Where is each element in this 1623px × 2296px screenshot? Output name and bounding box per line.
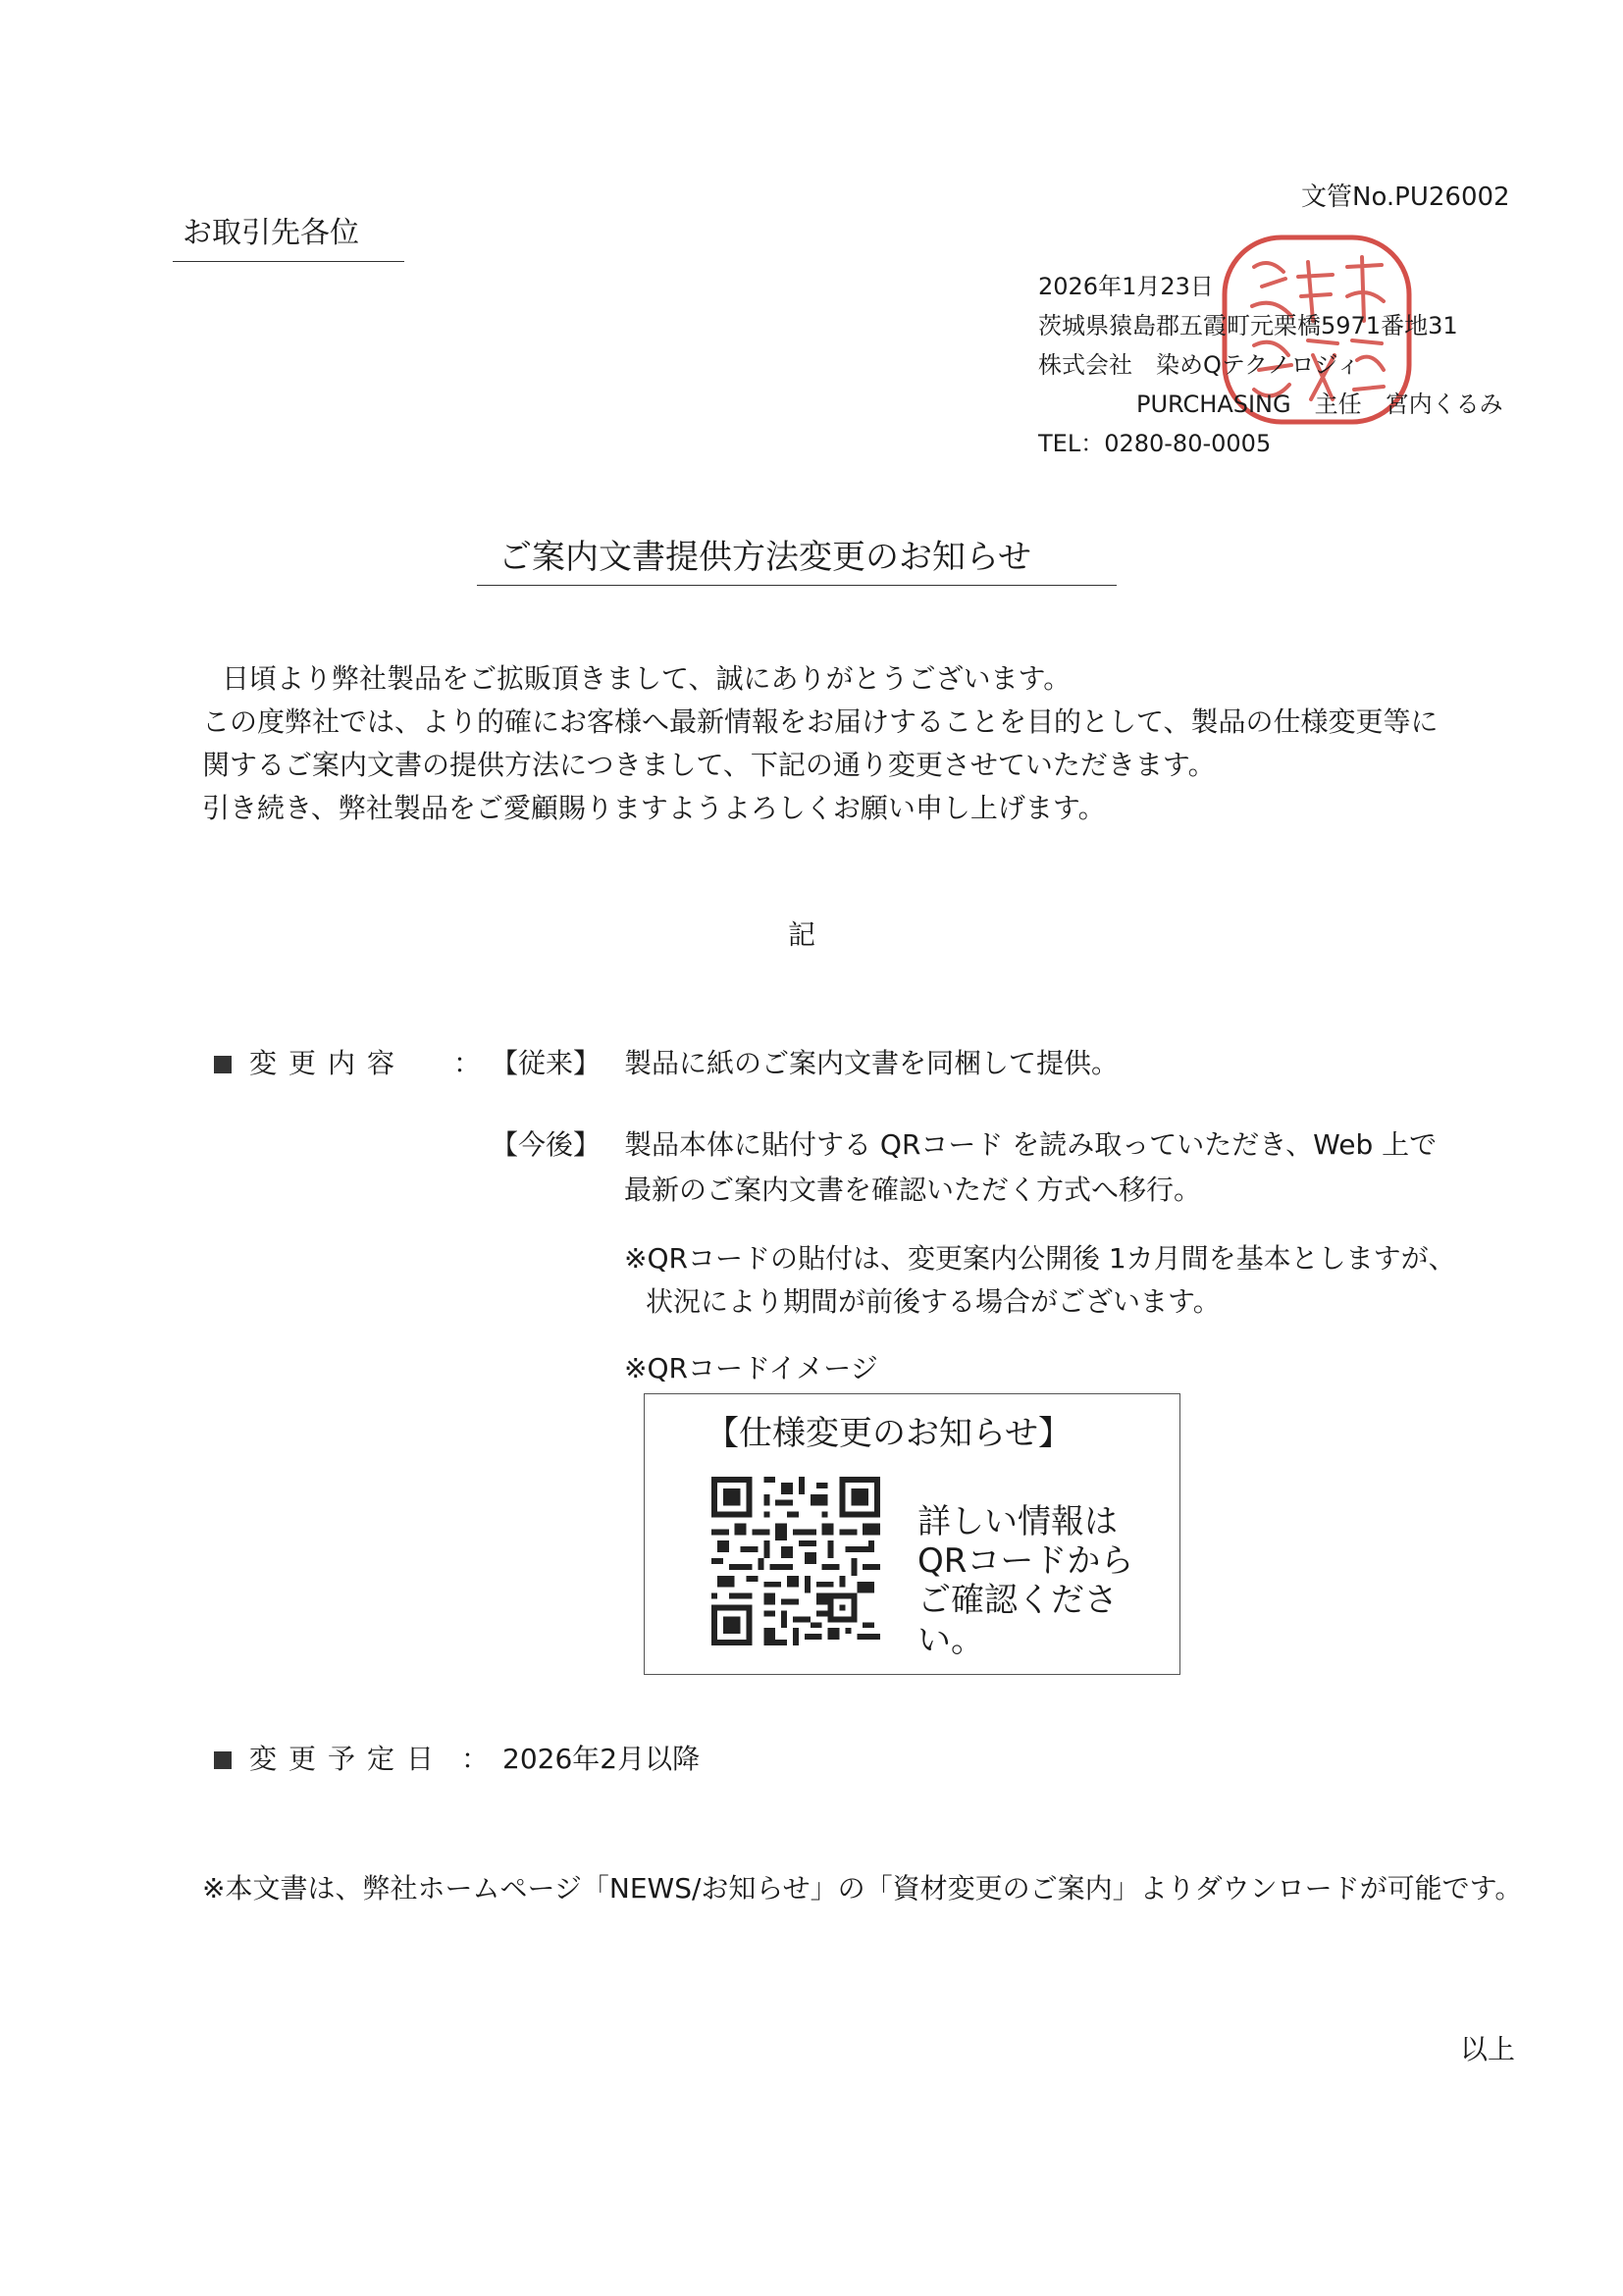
sender-address: 茨城県猿島郡五霞町元栗橋5971番地31 bbox=[1038, 312, 1458, 339]
ki-marker: 記 bbox=[788, 918, 816, 951]
before-text: 製品に紙のご案内文書を同梱して提供。 bbox=[624, 1047, 1120, 1079]
qr-image-caption: ※QRコードイメージ bbox=[624, 1352, 878, 1384]
square-bullet-icon bbox=[214, 1056, 232, 1073]
title-underline bbox=[477, 585, 1117, 586]
qr-example-box bbox=[644, 1393, 1180, 1675]
qr-box-heading: 【仕様変更のお知らせ】 bbox=[706, 1414, 1072, 1453]
schedule-value: 2026年2月以降 bbox=[502, 1743, 701, 1775]
sender-date: 2026年1月23日 bbox=[1038, 273, 1214, 300]
intro-line-2: この度弊社では、より的確にお客様へ最新情報をお届けすることを目的として、製品の仕様変更等に bbox=[202, 705, 1439, 738]
qr-box-line-1: 詳しい情報は bbox=[917, 1502, 1118, 1541]
change-label: 変更内容 bbox=[249, 1047, 407, 1079]
recipient: お取引先各位 bbox=[183, 216, 359, 250]
before-tag: 【従来】 bbox=[491, 1047, 602, 1079]
after-text-1: 製品本体に貼付する QRコード を読み取っていただき、Web 上で bbox=[624, 1128, 1438, 1161]
intro-line-4: 引き続き、弊社製品をご愛顧賜りますようよろしくお願い申し上げます。 bbox=[202, 792, 1106, 824]
qr-box-line-2: QRコードから bbox=[917, 1541, 1134, 1581]
document-number: 文管No.PU26002 bbox=[1301, 183, 1510, 212]
after-text-2: 最新のご案内文書を確認いただく方式へ移行。 bbox=[624, 1174, 1202, 1206]
qr-box-line-3: ご確認ください。 bbox=[917, 1581, 1118, 1660]
change-colon: ： bbox=[453, 1047, 482, 1079]
square-bullet-icon bbox=[214, 1751, 232, 1769]
footnote: ※本文書は、弊社ホームページ「NEWS/お知らせ」の「資材変更のご案内」よりダウンロードが可能です。 bbox=[202, 1872, 1523, 1905]
sender-person: PURCHASING 主任 宮内くるみ bbox=[1136, 391, 1503, 418]
closing-ijou: 以上 bbox=[1460, 2033, 1516, 2065]
schedule-colon: ： bbox=[461, 1743, 490, 1775]
qr-code-icon bbox=[711, 1477, 880, 1645]
change-label-row bbox=[214, 1047, 406, 1080]
recipient-underline bbox=[173, 261, 404, 262]
schedule-label-row bbox=[214, 1743, 445, 1776]
intro-line-1: 日頃より弊社製品をご拡販頂きまして、誠にありがとうございます。 bbox=[222, 662, 1072, 695]
sender-tel: TEL：0280-80-0005 bbox=[1038, 430, 1272, 457]
note-line-1: ※QRコードの貼付は、変更案内公開後 1カ月間を基本としますが、 bbox=[624, 1242, 1456, 1275]
after-tag: 【今後】 bbox=[491, 1128, 602, 1161]
document-title: ご案内文書提供方法変更のお知らせ bbox=[498, 538, 1031, 577]
sender-company: 株式会社 染めQテクノロジィ bbox=[1038, 351, 1361, 379]
schedule-label: 変更予定日 bbox=[249, 1743, 446, 1775]
intro-line-3: 関するご案内文書の提供方法につきまして、下記の通り変更させていただきます。 bbox=[202, 749, 1216, 781]
note-line-2: 状況により期間が前後する場合がございます。 bbox=[646, 1285, 1221, 1318]
